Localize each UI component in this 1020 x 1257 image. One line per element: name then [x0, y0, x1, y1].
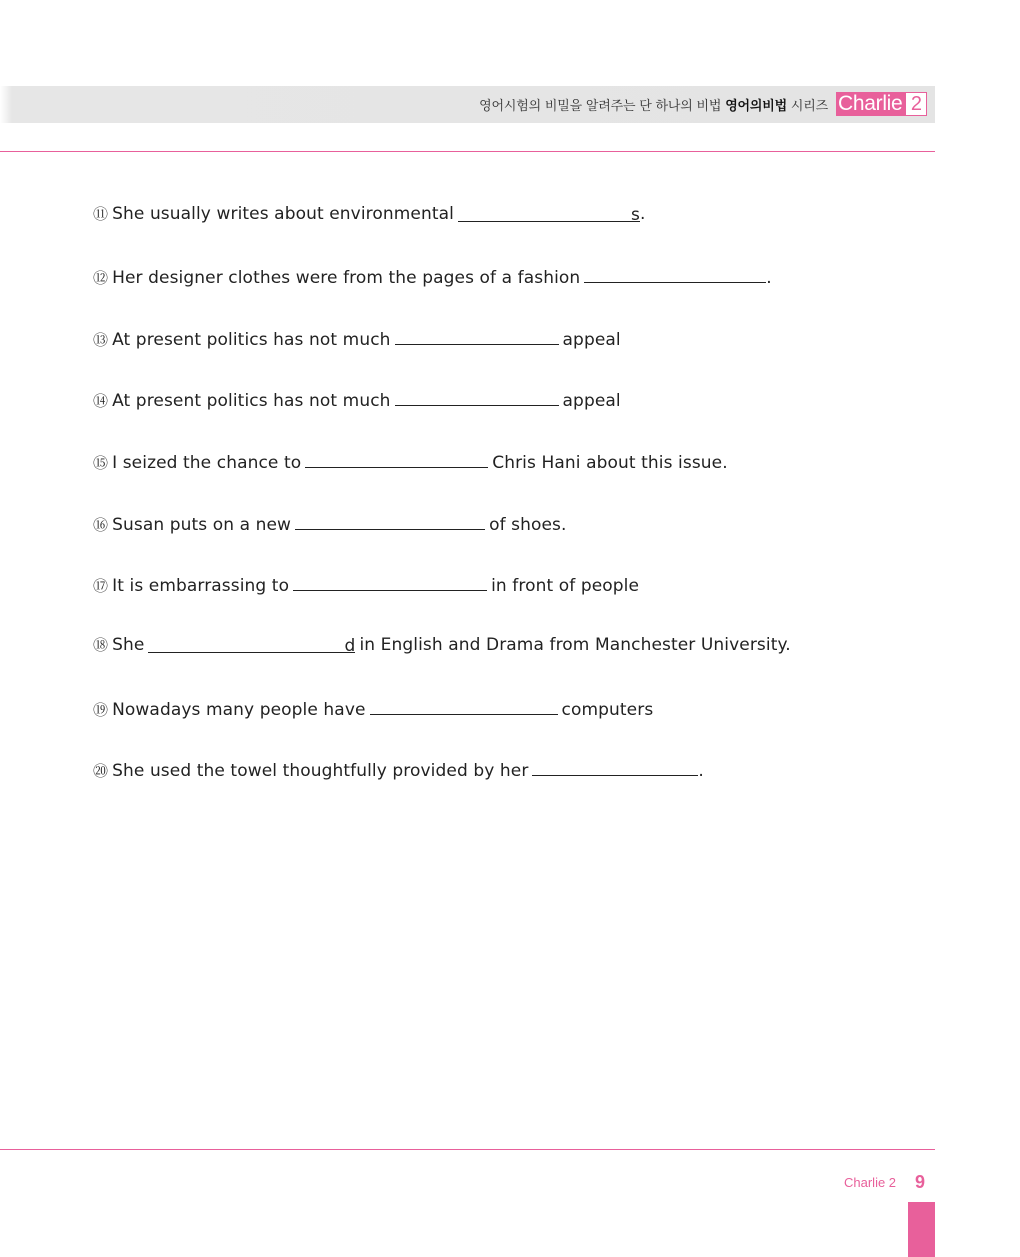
question-text: Susan puts on a new	[112, 515, 292, 535]
brand-name: Charlie	[836, 92, 905, 116]
question-number: ⑰	[93, 577, 109, 595]
question-16	[93, 511, 567, 536]
question-text-after: appeal	[562, 391, 621, 411]
brand-number: 2	[905, 92, 927, 116]
brand-logo	[836, 92, 927, 116]
question-13	[93, 326, 621, 351]
answer-blank[interactable]	[295, 511, 485, 530]
answer-blank[interactable]	[370, 696, 558, 715]
blank-suffix: s	[630, 205, 640, 225]
question-text-after: in English and Drama from Manchester University.	[359, 635, 791, 655]
footer-tab	[908, 1202, 935, 1257]
header-series-name: 영어의비법	[725, 99, 787, 114]
question-text-after: of shoes.	[489, 515, 567, 535]
question-number: ⑱	[93, 636, 109, 654]
question-19	[93, 696, 653, 721]
page-number: 9	[915, 1172, 926, 1192]
question-text-after: .	[766, 268, 772, 288]
footer-label: Charlie 2	[844, 1175, 897, 1190]
question-text: At present politics has not much	[112, 391, 391, 411]
header-tagline	[479, 95, 828, 114]
answer-blank[interactable]	[148, 634, 356, 656]
question-18	[93, 634, 791, 656]
question-number: ⑫	[93, 269, 109, 287]
question-14	[93, 387, 621, 412]
answer-blank[interactable]	[305, 449, 488, 468]
question-number: ⑪	[93, 205, 109, 223]
question-15	[93, 449, 728, 474]
answer-blank[interactable]	[293, 572, 487, 591]
question-text: Her designer clothes were from the pages of a fashion	[112, 268, 581, 288]
answer-blank[interactable]	[584, 264, 766, 283]
answer-blank[interactable]	[395, 326, 559, 345]
question-text-after: appeal	[562, 330, 621, 350]
question-text: She	[112, 635, 145, 655]
question-number: ⑳	[93, 762, 109, 780]
question-number: ⑮	[93, 454, 109, 472]
question-text-after: .	[639, 204, 646, 224]
question-text: It is embarrassing to	[112, 576, 290, 596]
question-text-after: .	[698, 761, 704, 781]
question-12	[93, 264, 772, 289]
question-number: ⑯	[93, 516, 109, 534]
question-text: At present politics has not much	[112, 330, 391, 350]
question-20	[93, 757, 704, 782]
footer-rule	[0, 1149, 935, 1150]
question-text-after: computers	[561, 700, 654, 720]
question-text-after: Chris Hani about this issue.	[492, 453, 728, 473]
question-number: ⑬	[93, 331, 109, 349]
question-text: I seized the chance to	[112, 453, 302, 473]
answer-blank[interactable]	[532, 757, 698, 776]
answer-blank[interactable]	[458, 203, 640, 225]
header-series-suffix: 시리즈	[790, 99, 828, 114]
question-17	[93, 572, 639, 597]
question-number: ⑲	[93, 701, 109, 719]
question-text: She usually writes about environmental	[112, 204, 454, 224]
question-text: She used the towel thoughtfully provided by her	[112, 761, 529, 781]
header-rule	[0, 151, 935, 152]
question-11	[93, 203, 645, 225]
blank-suffix: d	[344, 636, 356, 656]
question-number: ⑭	[93, 392, 109, 410]
header-tagline-text: 영어시험의 비밀을 알려주는 단 하나의 비법	[479, 99, 722, 114]
question-text-after: in front of people	[491, 576, 640, 596]
question-text: Nowadays many people have	[112, 700, 366, 720]
answer-blank[interactable]	[395, 387, 559, 406]
